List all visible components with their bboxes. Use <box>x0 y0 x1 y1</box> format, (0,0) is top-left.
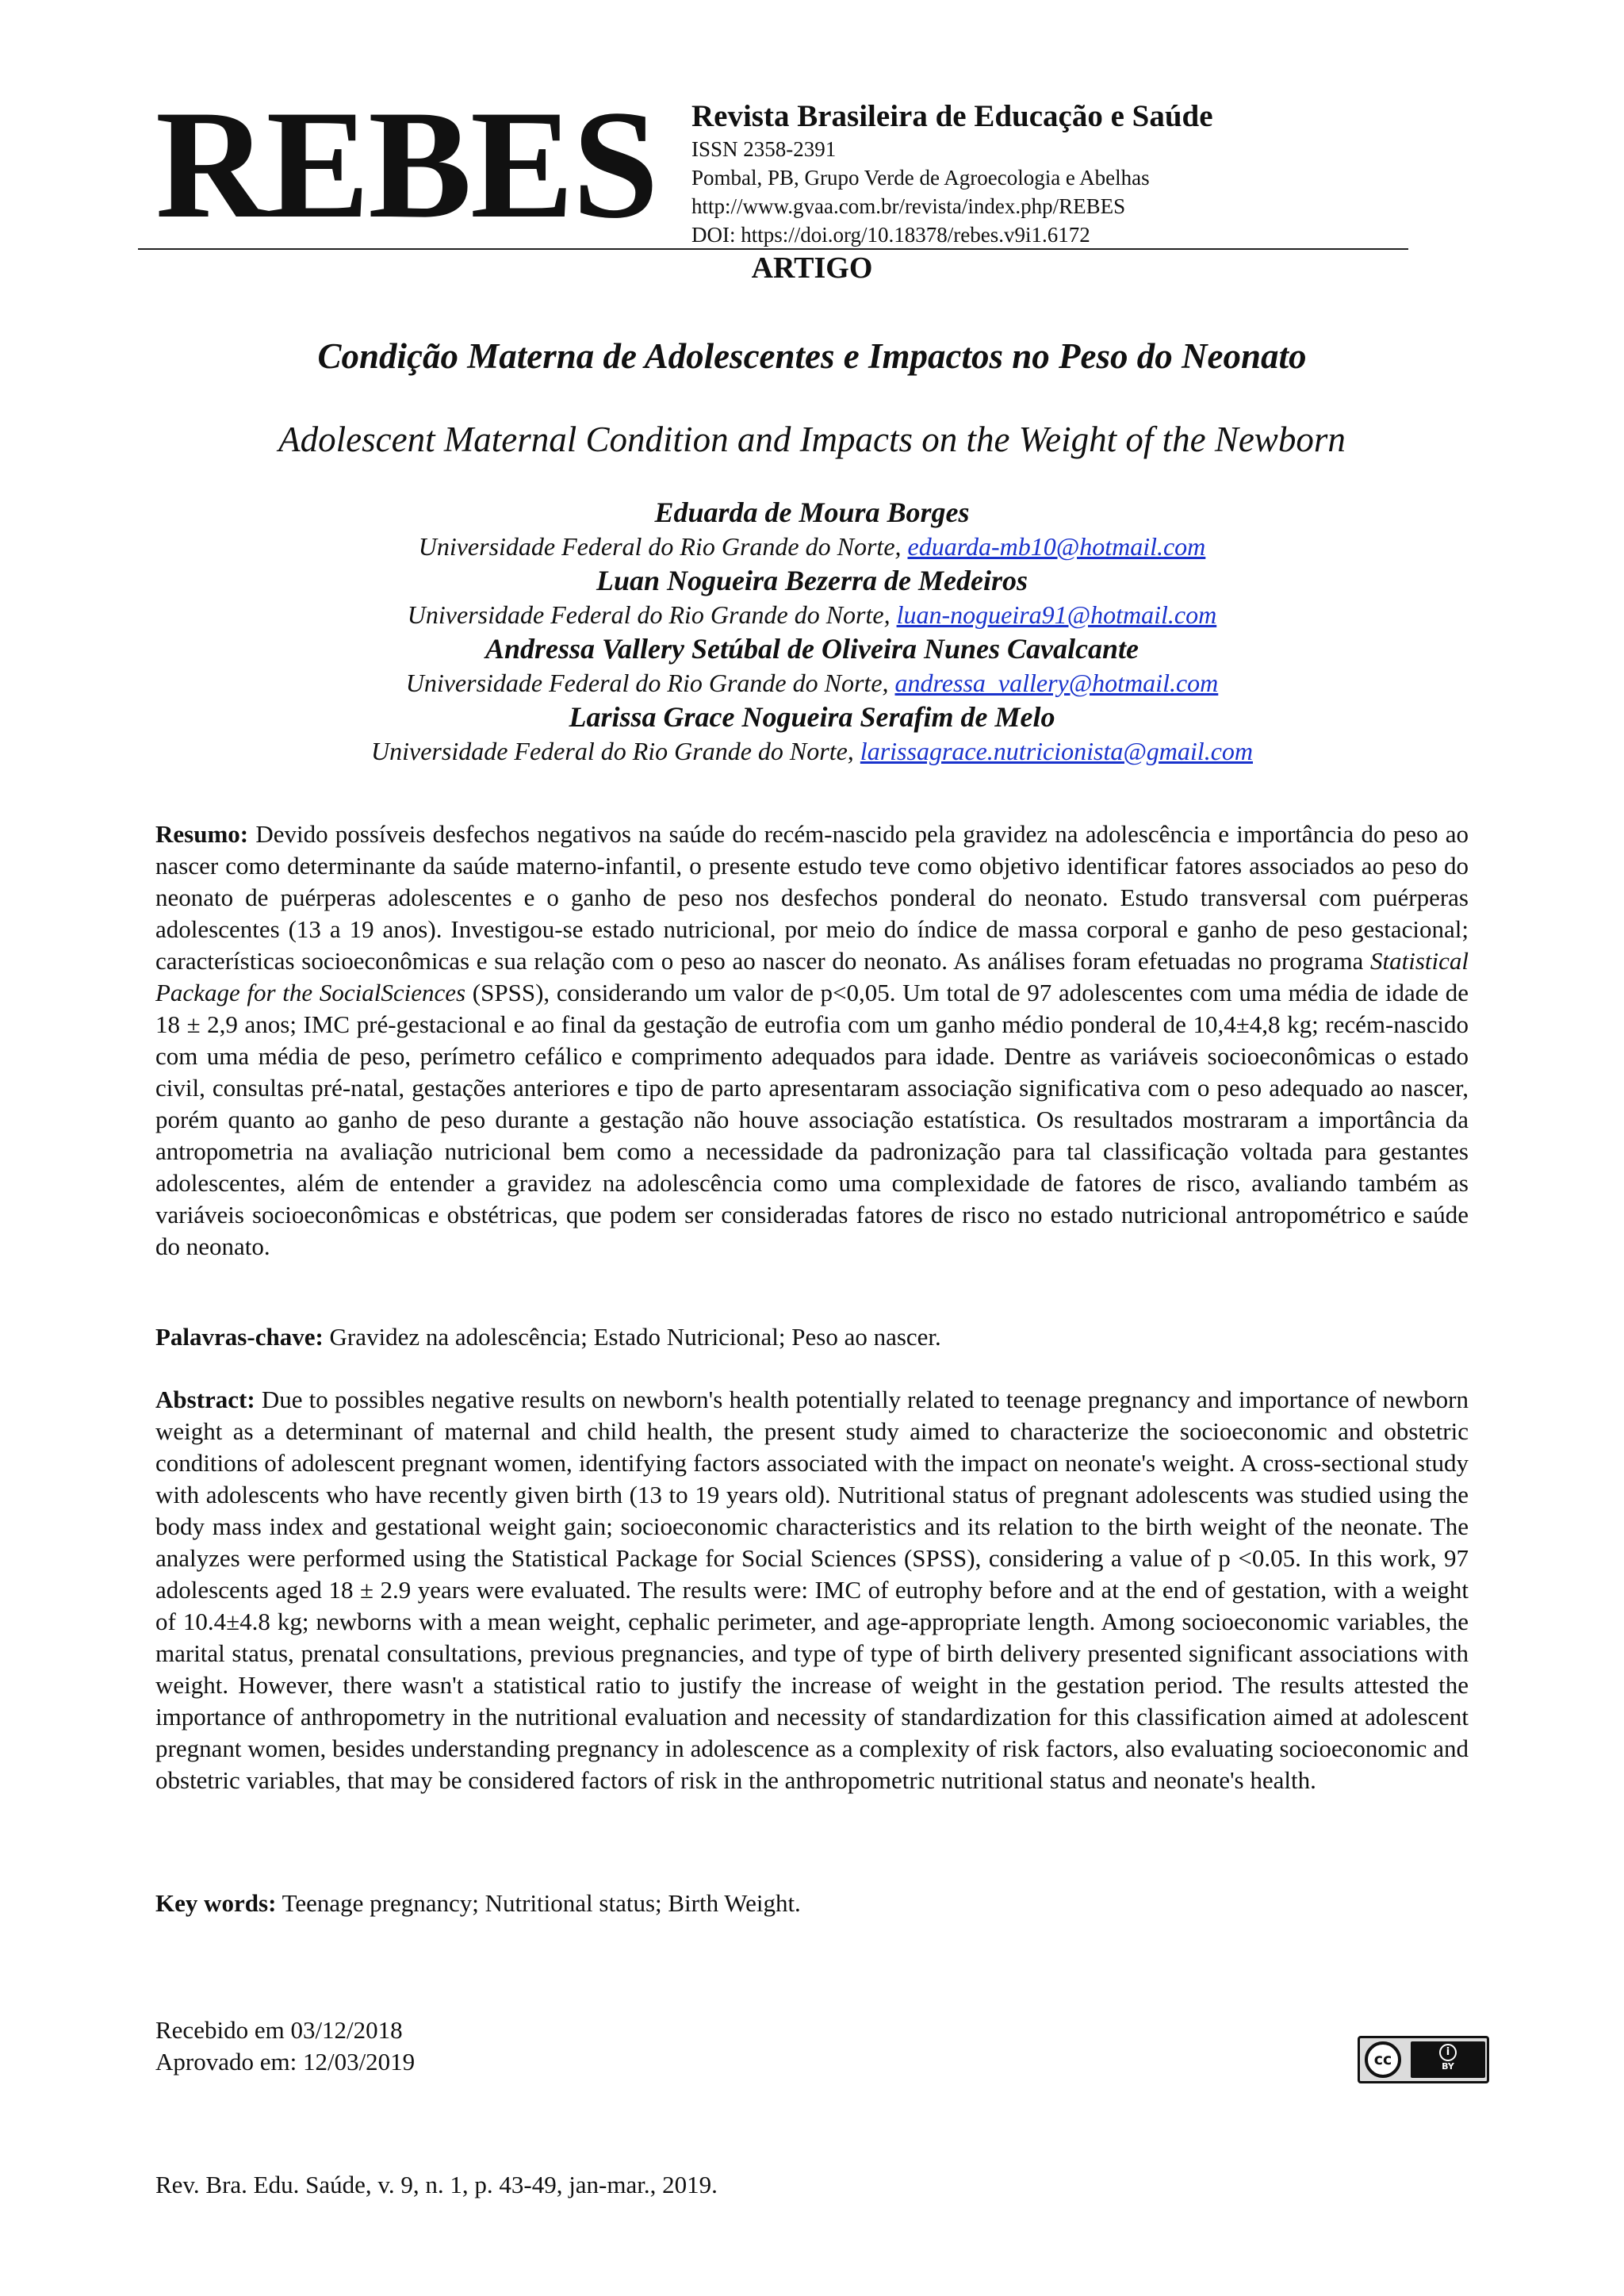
resumo-label: Resumo: <box>155 820 249 848</box>
author-email-link[interactable]: luan-nogueira91@hotmail.com <box>896 600 1217 629</box>
journal-url: http://www.gvaa.com.br/revista/index.php/REBES <box>691 194 1126 218</box>
by-icon <box>1411 2041 1485 2078</box>
palavras-chave-paragraph <box>155 1321 1469 1353</box>
author-affiliation <box>0 666 1624 700</box>
author-name: Luan Nogueira Bezerra de Medeiros <box>596 565 1028 596</box>
abstract-text: Due to possibles negative results on newborn's health potentially related to teenage pregnancy and importance of newborn weight as a determinant of maternal and child health, the present study aimed to characterize the socioeconomic and obstetric conditions of adolescent pregnant women, identifying factors associated with the impact on neonate's weight. A cross-sectional study with adolescents who have recently given birth (13 to 19 years old). Nutritional status of pregnant adolescents was studied using the body mass index and gestational weight gain; socioeconomic characteristics and its relation to the birth weight of the neonate. The analyzes were performed using the Statistical Package for Social Sciences (SPSS), considering a value of p <0.05. In this work, 97 adolescents aged 18 ± 2.9 years were evaluated. The results were: IMC of eutrophy before and at the end of gestation, with a weight of 10.4±4.8 kg; newborns with a mean weight, cephalic perimeter, and age-appropriate length. Among socioeconomic variables, the marital status, prenatal consultations, previous pregnancies, and type of type of birth delivery presented significant associations with weight. However, there wasn't a statistical ratio to justify the increase of weight in the gestation period. The results attested the importance of anthropometry in the nutritional evaluation and necessity of standardization for this classification aimed at adolescent pregnant women, besides understanding pregnancy in adolescence as a complexity of risk factors, also evaluating socioeconomic and obstetric variables, that may be considered factors of risk in the anthropometric nutritional status and neonate's health. <box>155 1386 1469 1794</box>
affiliation-text: Universidade Federal do Rio Grande do Norte, <box>405 669 895 697</box>
abstract-paragraph <box>155 1384 1469 1796</box>
author-name: Andressa Vallery Setúbal de Oliveira Nunes Cavalcante <box>485 633 1139 665</box>
key-words-paragraph <box>155 1888 1469 1919</box>
journal-info <box>691 98 1405 249</box>
person-icon: i <box>1439 2044 1457 2061</box>
resumo-text-continued: (SPSS), considerando um valor de p<0,05. Um total de 97 adolescentes com uma média de idade de 18 ± 2,9 anos; IMC pré-gestacional e ao final da gestação de eutrofia com um ganho médio ponderal de 10,4±4,8 kg; recém-nascido com uma média de peso, perímetro cefálico e comprimento adequados para idade. Dentre as variáveis socioeconômicas o estado civil, consultas pré-natal, gestações anteriores e tipo de parto apresentaram associação significativa com o peso adequado ao nascer, porém quanto ao ganho de peso durante a gestação não houve associação estatística. Os resultados mostraram a importância da antropometria na avaliação nutricional bem como a necessidade da padronização para tal classificação voltada para gestantes adolescentes, além de entender a gravidez na adolescência como uma complexidade de fatores de risco, avaliando também as variáveis socioeconômicas e obstétricas, que podem ser consideradas fatores de risco no estado nutricional antropométrico e saúde do neonato. <box>155 979 1469 1260</box>
author-email-link[interactable]: eduarda-mb10@hotmail.com <box>907 532 1206 561</box>
affiliation-text: Universidade Federal do Rio Grande do Norte, <box>418 532 908 561</box>
author-name: Larissa Grace Nogueira Serafim de Melo <box>569 701 1055 733</box>
author-affiliation <box>0 734 1624 768</box>
article-title-pt: Condição Materna de Adolescentes e Impactos no Peso do Neonato <box>317 336 1307 376</box>
cc-icon: cc <box>1365 2041 1401 2078</box>
section-label: ARTIGO <box>751 251 873 285</box>
author-email-link[interactable]: andressa_vallery@hotmail.com <box>894 669 1219 697</box>
author-email-link[interactable]: larissagrace.nutricionista@gmail.com <box>860 737 1253 765</box>
author-affiliation <box>0 598 1624 631</box>
header-divider <box>138 248 1408 250</box>
journal-name: Revista Brasileira de Educação e Saúde <box>691 99 1213 133</box>
cc-by-icon[interactable] <box>1358 2036 1489 2083</box>
article-title-en: Adolescent Maternal Condition and Impacts on the Weight of the Newborn <box>278 420 1346 459</box>
key-words-label: Key words: <box>155 1889 277 1917</box>
by-label: BY <box>1442 2061 1454 2072</box>
author-name: Eduarda de Moura Borges <box>654 496 970 528</box>
journal-doi: DOI: https://doi.org/10.18378/rebes.v9i1.6172 <box>691 223 1090 247</box>
key-words-text: Teenage pregnancy; Nutritional status; Birth Weight. <box>276 1889 801 1917</box>
approved-date: Aprovado em: 12/03/2019 <box>155 2048 416 2076</box>
journal-publisher: Pombal, PB, Grupo Verde de Agroecologia e Abelhas <box>691 166 1150 190</box>
submission-dates <box>155 2014 415 2078</box>
journal-logo: REBES <box>155 79 657 251</box>
palavras-chave-label: Palavras-chave: <box>155 1323 324 1351</box>
journal-issn: ISSN 2358-2391 <box>691 137 837 161</box>
resumo-italic-text: Statistical Package for the SocialSciences <box>155 947 1469 1006</box>
palavras-chave-text: Gravidez na adolescência; Estado Nutricional; Peso ao nascer. <box>323 1323 941 1351</box>
affiliation-text: Universidade Federal do Rio Grande do Norte, <box>407 600 897 629</box>
author-list <box>0 495 1624 768</box>
footer-citation: Rev. Bra. Edu. Saúde, v. 9, n. 1, p. 43-49, jan-mar., 2019. <box>155 2171 718 2198</box>
abstract-label: Abstract: <box>155 1386 255 1413</box>
resumo-text: Devido possíveis desfechos negativos na saúde do recém-nascido pela gravidez na adolescência e importância do peso ao nascer como determinante da saúde materno-infantil, o presente estudo teve como objetivo identificar fatores associados ao peso do neonato de puérperas adolescentes e o ganho de peso nos desfechos ponderal do neonato. Estudo transversal com puérperas adolescentes (13 a 19 anos). Investigou-se estado nutricional, por meio do índice de massa corporal e ganho de peso gestacional; características socioeconômicas e sua relação com o peso ao nascer do neonato. As análises foram efetuadas no programa <box>155 820 1469 975</box>
resumo-paragraph <box>155 818 1469 1263</box>
affiliation-text: Universidade Federal do Rio Grande do Norte, <box>371 737 860 765</box>
received-date: Recebido em 03/12/2018 <box>155 2016 403 2044</box>
author-affiliation <box>0 530 1624 563</box>
